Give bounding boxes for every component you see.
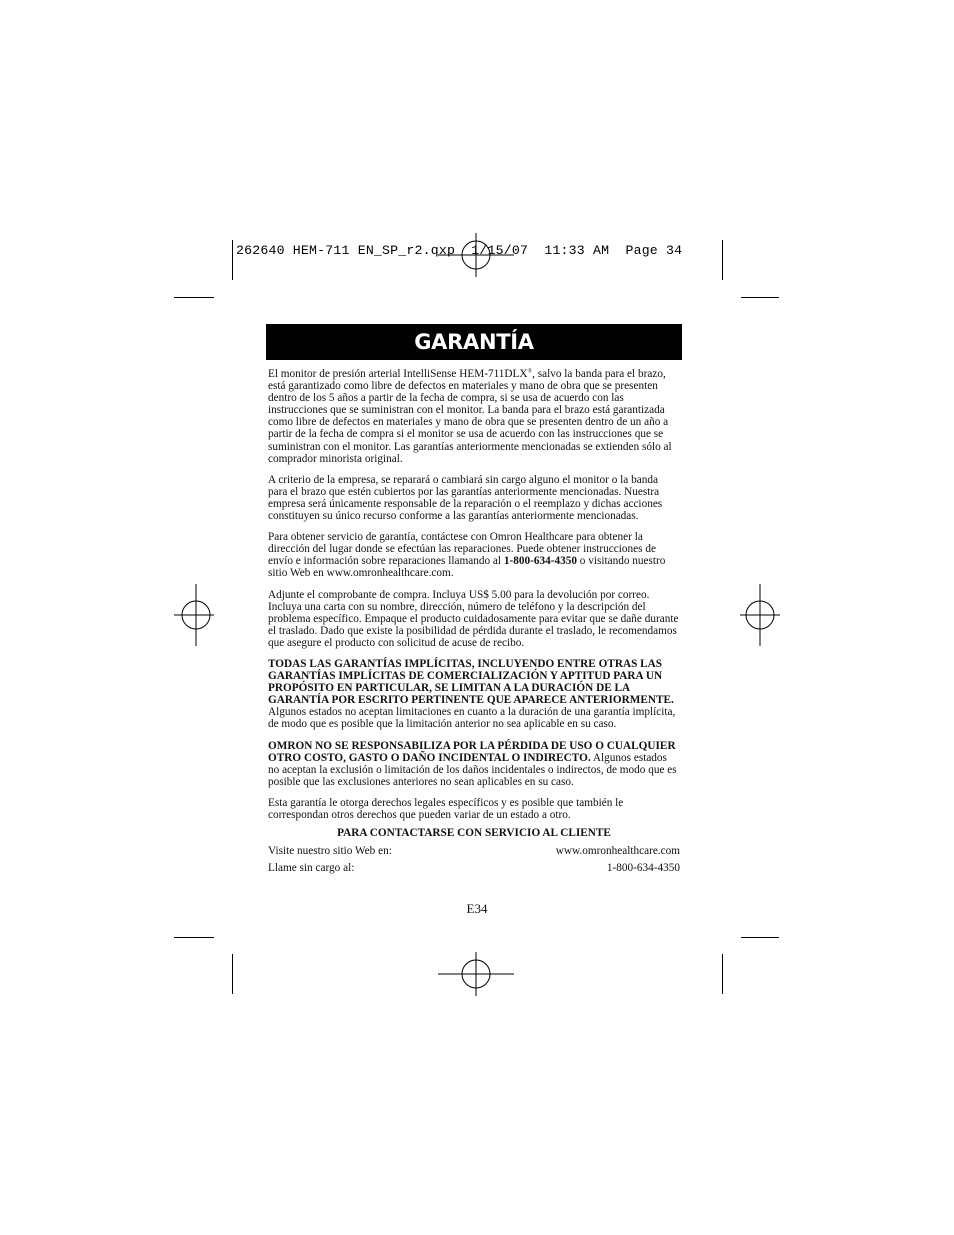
paragraph-proof-of-purchase: Adjunte el comprobante de compra. Incluya US$ 5.00 para la devolución por correo. Incluya una carta con su nombre, dirección, número de teléfono y la descripción del problema específico. Empaque el producto cuidadosamente para evitar que se dañe durante el traslado. Dado que existe la posibilidad de pérdida durante el traslado, le recomendamos que asegure el producto con solicitud de acuse de recibo.	[268, 588, 679, 649]
print-slug-line: 262640 HEM-711 EN_SP_r2.qxp 1/15/07 11:33 AM Page 34	[236, 243, 683, 258]
phone-number: 1-800-634-4350	[503, 555, 577, 568]
crop-mark	[741, 297, 779, 298]
paragraph-repair-replace: A criterio de la empresa, se reparará o cambiará sin cargo alguno el monitor o la banda para el brazo que estén cubiertos por las garantías anteriormente mencionadas. Nuestra empresa será únicamente responsable de la reparación o el reemplazo y dichas acciones constituyen su único recurso conforme a las garantías anteriormente mencionadas.	[268, 473, 663, 523]
phone-label: Llame sin cargo al:	[268, 862, 355, 875]
registered-mark: ®	[527, 368, 533, 375]
crop-mark	[741, 937, 779, 938]
paragraph-liability: OMRON NO SE RESPONSABILIZA POR LA PÉRDIDA DE USO O CUALQUIER OTRO COSTO, GASTO O DAÑO INCIDENTAL O INDIRECTO. Algunos estados no aceptan la exclusión o limitación de los daños incidentales o indirectos, de modo que es posible que las exclusiones anteriores no sean aplicables en su caso.	[268, 739, 677, 788]
section-title-bar	[266, 324, 682, 360]
warranty-text	[268, 368, 680, 879]
crop-mark	[232, 954, 233, 994]
page-title: GARANTÍA	[414, 330, 534, 354]
crop-mark	[722, 954, 723, 994]
paragraph-warranty-terms: El monitor de presión arterial IntelliSense HEM-711DLX®, salvo la banda para el brazo, está garantizado como libre de defectos en materiales y mano de obra que se presenten dentro de los 5 años a partir de la fecha de compra, si se usa de acuerdo con las instrucciones que se suministran con el monitor. La banda para el brazo está garantizada como libre de defectos en materiales y mano de obra que se presenten dentro de un año a partir de la fecha de compra si el monitor se usa de acuerdo con las instrucciones que se suministran con el monitor. Las garantías anteriormente mencionadas se extienden sólo al comprador minorista original.	[268, 368, 672, 465]
registration-mark-icon	[174, 584, 214, 646]
page-number: E34	[466, 901, 488, 916]
web-label: Visite nuestro sitio Web en:	[268, 845, 392, 858]
paragraph-service-contact: Para obtener servicio de garantía, contáctese con Omron Healthcare para obtener la dirección del lugar donde se efectúan las reparaciones. Puede obtener instrucciones de envío e información sobre reparaciones llamando al 1-800-634-4350 o visitando nuestro sitio Web en www.omronhealthcare.com.	[268, 531, 666, 580]
crop-mark	[174, 297, 214, 298]
crop-mark	[174, 937, 214, 938]
registration-mark-icon	[740, 584, 780, 646]
registration-mark-icon	[438, 952, 514, 996]
paragraph-legal-rights: Esta garantía le otorga derechos legales específicos y es posible que también le correspondan otros derechos que pueden variar de un estado a otro.	[268, 796, 624, 821]
contact-heading: PARA CONTACTARSE CON SERVICIO AL CLIENTE	[337, 827, 611, 840]
crop-mark	[722, 240, 723, 280]
web-value: www.omronhealthcare.com	[555, 845, 680, 858]
contact-row-web	[268, 845, 680, 857]
phone-value: 1-800-634-4350	[606, 862, 680, 875]
crop-mark	[232, 240, 233, 280]
contact-row-phone	[268, 862, 680, 874]
paragraph-implied-warranties: TODAS LAS GARANTÍAS IMPLÍCITAS, INCLUYENDO ENTRE OTRAS LAS GARANTÍAS IMPLÍCITAS DE COMERCIALIZACIÓN Y APTITUD PARA UN PROPÓSITO EN PARTICULAR, SE LIMITAN A LA DURACIÓN DE LA GARANTÍA POR ESCRITO PERTINENTE QUE APARECE ANTERIORMENTE. Algunos estados no aceptan limitaciones en cuanto a la duración de una garantía implícita, de modo que es posible que la limitación anterior no sea aplicable en su caso.	[268, 657, 676, 731]
